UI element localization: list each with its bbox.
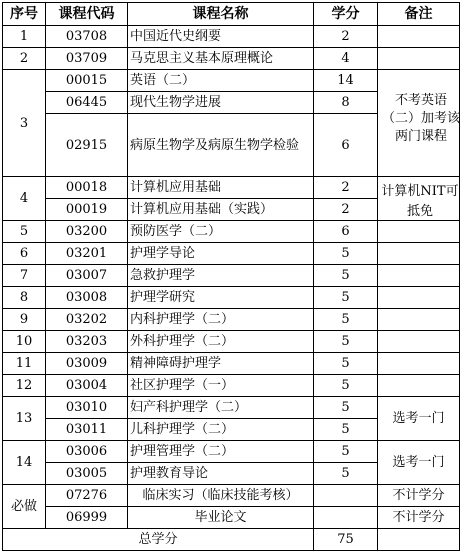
- row-credit: [314, 485, 378, 507]
- row-code: 03010: [46, 397, 128, 419]
- row-credit: 2: [314, 177, 378, 199]
- row-code: 03004: [46, 375, 128, 397]
- row-credit: 5: [314, 397, 378, 419]
- row-credit: 5: [314, 375, 378, 397]
- total-label: 总学分: [3, 529, 314, 551]
- row-remark: [378, 221, 460, 243]
- row-seq: 13: [3, 397, 46, 441]
- row-name: 妇产科护理学（二）: [128, 397, 314, 419]
- row-name: 预防医学（二）: [128, 221, 314, 243]
- row-credit: 6: [314, 114, 378, 177]
- row-name: 中国近代史纲要: [128, 26, 314, 48]
- row-remark: [378, 265, 460, 287]
- row-code: 03008: [46, 287, 128, 309]
- row-name: 马克思主义基本原理概论: [128, 48, 314, 70]
- row-seq: 12: [3, 375, 46, 397]
- table-row: [3, 441, 460, 463]
- row-code: 03009: [46, 353, 128, 375]
- row-seq: 7: [3, 265, 46, 287]
- header-remark: 备注: [378, 3, 460, 26]
- row-credit: 5: [314, 243, 378, 265]
- table-row: [3, 287, 460, 309]
- header-row: [3, 3, 460, 26]
- row-name: 精神障碍护理学: [128, 353, 314, 375]
- row-name: 护理学研究: [128, 287, 314, 309]
- row-code: 02915: [46, 114, 128, 177]
- row-credit: 2: [314, 199, 378, 221]
- row-remark: [378, 26, 460, 48]
- header-credit: 学分: [314, 3, 378, 26]
- row-name: 毕业论文: [128, 507, 314, 529]
- row-code: 00015: [46, 70, 128, 92]
- row-remark: [378, 353, 460, 375]
- table-row: [3, 309, 460, 331]
- row-name: 社区护理学（一）: [128, 375, 314, 397]
- row-credit: 6: [314, 221, 378, 243]
- row-remark: 选考一门: [378, 397, 460, 441]
- row-code: 00018: [46, 177, 128, 199]
- row-name: 内科护理学（二）: [128, 309, 314, 331]
- row-credit: 8: [314, 92, 378, 114]
- row-code: 03200: [46, 221, 128, 243]
- table-row: [3, 507, 460, 529]
- row-code: 06999: [46, 507, 128, 529]
- row-name: 外科护理学（二）: [128, 331, 314, 353]
- row-remark: 不计学分: [378, 485, 460, 507]
- row-credit: 4: [314, 48, 378, 70]
- row-code: 03011: [46, 419, 128, 441]
- row-seq: 10: [3, 331, 46, 353]
- row-credit: 5: [314, 331, 378, 353]
- header-name: 课程名称: [128, 3, 314, 26]
- row-seq: 9: [3, 309, 46, 331]
- table-row: [3, 375, 460, 397]
- row-seq: 14: [3, 441, 46, 485]
- row-code: 03709: [46, 48, 128, 70]
- row-code: 03201: [46, 243, 128, 265]
- row-code: 03006: [46, 441, 128, 463]
- table-row: [3, 265, 460, 287]
- row-seq: 5: [3, 221, 46, 243]
- row-credit: 5: [314, 309, 378, 331]
- row-name: 护理管理学（二）: [128, 441, 314, 463]
- total-row: [3, 529, 460, 551]
- total-value: 75: [314, 529, 378, 551]
- table-row: [3, 70, 460, 92]
- table-row: [3, 485, 460, 507]
- row-code: 00019: [46, 199, 128, 221]
- row-code: 03203: [46, 331, 128, 353]
- row-code: 03005: [46, 463, 128, 485]
- row-remark: [378, 48, 460, 70]
- row-credit: 14: [314, 70, 378, 92]
- table-row: [3, 221, 460, 243]
- row-remark: [378, 243, 460, 265]
- row-name: 护理学导论: [128, 243, 314, 265]
- row-credit: 5: [314, 287, 378, 309]
- row-code: 03007: [46, 265, 128, 287]
- row-name: 现代生物学进展: [128, 92, 314, 114]
- row-code: 06445: [46, 92, 128, 114]
- row-seq: 6: [3, 243, 46, 265]
- table-row: [3, 331, 460, 353]
- row-credit: 2: [314, 26, 378, 48]
- row-credit: 5: [314, 463, 378, 485]
- row-seq: 2: [3, 48, 46, 70]
- row-name: 计算机应用基础: [128, 177, 314, 199]
- table-row: [3, 243, 460, 265]
- row-remark: 选考一门: [378, 441, 460, 485]
- row-name: 儿科护理学（二）: [128, 419, 314, 441]
- row-seq: 11: [3, 353, 46, 375]
- row-seq: 3: [3, 70, 46, 177]
- row-credit: 5: [314, 441, 378, 463]
- header-code: 课程代码: [46, 3, 128, 26]
- row-remark: [378, 331, 460, 353]
- row-name: 护理教育导论: [128, 463, 314, 485]
- row-code: 03708: [46, 26, 128, 48]
- row-remark: [378, 309, 460, 331]
- row-code: 03202: [46, 309, 128, 331]
- table-row: [3, 48, 460, 70]
- remark-group4: 计算机NIT可抵免: [381, 184, 459, 219]
- row-seq: 4: [3, 177, 46, 221]
- row-credit: 5: [314, 265, 378, 287]
- row-name: 病原生物学及病原生物学检验: [128, 114, 314, 177]
- table-row: [3, 26, 460, 48]
- row-credit: [314, 507, 378, 529]
- row-code: 07276: [46, 485, 128, 507]
- header-seq: 序号: [3, 3, 46, 26]
- row-seq: 必做: [3, 485, 46, 529]
- row-name: 急救护理学: [128, 265, 314, 287]
- course-table: [2, 2, 460, 551]
- row-name: 计算机应用基础（实践）: [128, 199, 314, 221]
- table-row: [3, 397, 460, 419]
- row-remark: [378, 287, 460, 309]
- row-seq: 1: [3, 26, 46, 48]
- row-seq: 8: [3, 287, 46, 309]
- row-name: 英语（二）: [128, 70, 314, 92]
- remark-group3: 不考英语（二）加考该两门课程: [382, 93, 461, 144]
- row-name: 临床实习（临床技能考核）: [128, 485, 314, 507]
- course-table-container: [2, 2, 460, 551]
- row-credit: 5: [314, 353, 378, 375]
- row-remark: [378, 375, 460, 397]
- row-remark: 不计学分: [378, 507, 460, 529]
- row-credit: 5: [314, 419, 378, 441]
- total-remark: [378, 529, 460, 551]
- table-row: [3, 353, 460, 375]
